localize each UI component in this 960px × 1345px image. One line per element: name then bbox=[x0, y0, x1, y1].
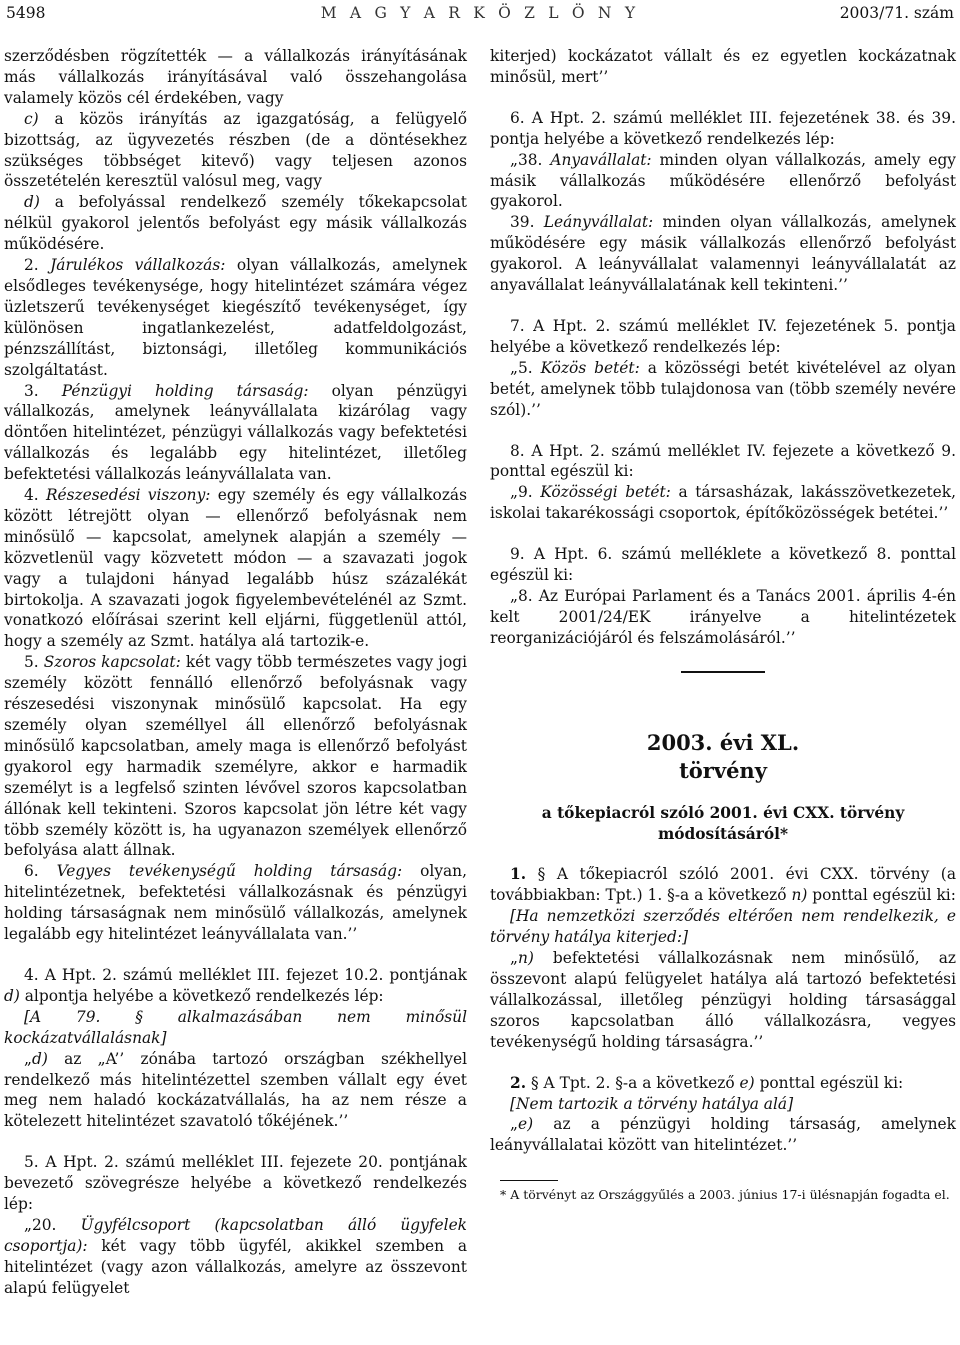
paragraph: „20. Ügyfélcsoport (kapcsolatban álló ügyfelek csoportja): két vagy több ügyfél, akikkel szemben a hitelintézet (vagy azon vállalkozás, amelyre az összevont alapú felügyelet bbox=[4, 1215, 468, 1297]
amendment-7: 7. A Hpt. 2. számú melléklet IV. fejezetének 5. pontja helyébe a következő rendelkezés lép: bbox=[490, 316, 956, 356]
amendment-8: 8. A Hpt. 2. számú melléklet IV. fejezete a következő 9. ponttal egészül ki: bbox=[490, 441, 956, 481]
amendment-5: 5. A Hpt. 2. számú melléklet III. fejezete 20. pontjának bevezető szövegrésze helyébe a következő rendelkezés lép: bbox=[4, 1153, 467, 1214]
paragraph: „8. Az Európai Parlament és a Tanács 2001. április 4-én kelt 2001/24/EK irányelve a hitelintézetek reorganizációjáról és felszámolásáról.’’ bbox=[490, 586, 956, 647]
footnote: * A törvényt az Országgyűlés a 2003. június 17-i ülésnapján fogadta el. bbox=[500, 1187, 950, 1203]
paragraph: kiterjed) kockázatot vállalt és ez egyetlen kockázatnak minősül, mert’’ bbox=[490, 47, 956, 86]
page-number: 5498 bbox=[6, 4, 46, 22]
bracket-note: [Nem tartozik a törvény hatálya alá] bbox=[510, 1094, 794, 1113]
left-column bbox=[4, 46, 467, 1299]
paragraph: c) a közös irányítás az igazgatóság, a felügyelő bizottság, az ügyvezetés részben (de a döntésekhez szükséges többséget kitevő) vagy teljesen azonos összetételén keresztül valósul meg, vagy bbox=[4, 109, 467, 191]
definition-4: 4. Részesedési viszony: egy személy és egy vállalkozás között létrejött olyan — ellenőrző befolyásnak nem minősülő — kapcsolat, amelynek alapján a személy — közvetlenül vagy közvetett módon — a szavazati jogok vagy a tulajdoni hányad legalább húsz százalékát birtokolja. A szavazati jogok figyelembevételénél az Szmt. vonatkozó előírásai szerint kell eljárni, függetlenül attól, hogy a személy az Szmt. hatálya alá tartozik-e. bbox=[4, 486, 467, 651]
law-type: törvény bbox=[679, 757, 767, 783]
law-subject: a tőkepiacról szóló 2001. évi CXX. törvény módosításáról* bbox=[541, 803, 905, 843]
right-column bbox=[490, 46, 956, 1206]
paragraph: „n) befektetési vállalkozásnak nem minősülő, az összevont alapú felügyelet hatálya alá tartozó befektetési vállalkozással, illetőleg pénzügyi holding társasággal szoros kapcsolatban álló vállalkozásra, vegyes tevékenységű holding társaságra.’’ bbox=[490, 949, 956, 1051]
paragraph: „d) az „A’’ zónába tartozó országban székhellyel rendelkező más hitelintézettel szemben vállalt egy évet meg nem haladó kockázatvállalás, ha az nem része a kötelezett hitelintézet szavatoló tőkéjének.’’ bbox=[4, 1049, 467, 1131]
section-divider bbox=[681, 671, 765, 673]
paragraph: „e) az a pénzügyi holding társaság, amelynek leányvállalatai között van hitelintézet.’’ bbox=[490, 1115, 956, 1155]
paragraph: szerződésben rögzítették — a vállalkozás irányításának más vállalkozás irányításával való összehangolása valamely közös cél érdekében, vagy bbox=[4, 47, 467, 107]
journal-title: M A G Y A R K Ö Z L Ö N Y bbox=[320, 4, 640, 22]
paragraph: „9. Közösségi betét: a társasházak, lakásszövetkezetek, iskolai takarékossági csoportok, építőközösségek betétei.’’ bbox=[490, 483, 957, 523]
definition-6: 6. Vegyes tevékenységű holding társaság: olyan, hitelintézetnek, befektetési vállalkozásnak és pénzügyi holding társaságnak nem minősülő vállalkozás, amelynek legalább egy hitelintézet leányvállalata van.’’ bbox=[4, 862, 467, 944]
bracket-note: [Ha nemzetközi szerződés eltérően nem rendelkezik, e törvény hatálya kiterjed:] bbox=[490, 907, 956, 947]
paragraph: 39. Leányvállalat: minden olyan vállalkozás, amelynek működésére egy másik vállalkozás ellenőrző befolyást gyakorol. A leányvállalat valamennyi leányvállalatát az anyavállalat leányvállalatának kell tekinteni.’’ bbox=[490, 213, 956, 295]
issue-number: 2003/71. szám bbox=[839, 4, 954, 22]
definition-3: 3. Pénzügyi holding társaság: olyan pénzügyi vállalkozás, amelynek leányvállalata kizárólag vagy döntően hitelintézet, pénzügyi vállalkozás vagy befektetési vállalkozás és legalább egy hitelintézet, illetőleg befektetési vállalkozás leányvállalata van. bbox=[4, 381, 467, 484]
amendment-9: 9. A Hpt. 6. számú melléklete a következő 8. ponttal egészül ki: bbox=[490, 545, 956, 585]
paragraph: „5. Közös betét: a közösségi betét kivételével az olyan betét, amelynek több tulajdonosa van (több személy nevére szól).’’ bbox=[490, 358, 956, 419]
definition-5: 5. Szoros kapcsolat: két vagy több természetes vagy jogi személy között fennálló ellenőrző befolyásnak vagy részesedési viszonynak minősülő kapcsolat. Ha egy személy olyan személlyel áll ellenőrző befolyásnak minősülő kapcsolatban, amely maga is ellenőrző befolyást gyakorol egy harmadik személyre, akkor e harmadik személyt is a legfelső szinten lévővel szoros kapcsolatban állónak kell tekinteni. Szoros kapcsolat jön létre két vagy több személy között is, ha ugyanazon személyek ellenőrző befolyása alatt állnak. bbox=[4, 653, 468, 860]
section-1: 1. § A tőkepiacról szóló 2001. évi CXX. törvény (a továbbiakban: Tpt.) 1. §-a a következő n) ponttal egészül ki: bbox=[490, 865, 956, 905]
amendment-6: 6. A Hpt. 2. számú melléklet III. fejezetének 38. és 39. pontja helyébe a következő rendelkezés lép: bbox=[490, 108, 956, 148]
footnote-divider bbox=[500, 1180, 558, 1181]
bracket-note: [A 79. § alkalmazásában nem minősül kockázatvállalásnak] bbox=[4, 1007, 467, 1047]
section-2: 2. § A Tpt. 2. §-a a következő e) ponttal egészül ki: bbox=[510, 1073, 904, 1092]
amendment-4: 4. A Hpt. 2. számú melléklet III. fejezet 10.2. pontjának d) alpontja helyébe a következő rendelkezés lép: bbox=[4, 965, 467, 1005]
law-number: 2003. évi XL. bbox=[646, 729, 800, 755]
page-header bbox=[0, 4, 960, 28]
paragraph: d) a befolyással rendelkező személy tőkekapcsolat nélkül gyakorol jelentős befolyást egy másik vállalkozás működésére. bbox=[4, 193, 467, 254]
paragraph: „38. Anyavállalat: minden olyan vállalkozás, amely egy másik vállalkozás működésére ellenőrző befolyást gyakorol. bbox=[490, 150, 957, 211]
definition-2: 2. Járulékos vállalkozás: olyan vállalkozás, amelynek elsődleges tevékenysége, hogy hitelintézet számára végez üzletszerű tevékenységet kiegészítő tevékenységet, így különösen ingatlankezelést, adatfeldolgozást, pénzszállítást, biztonsági, illetőleg kommunikációs szolgáltatást. bbox=[4, 256, 467, 379]
